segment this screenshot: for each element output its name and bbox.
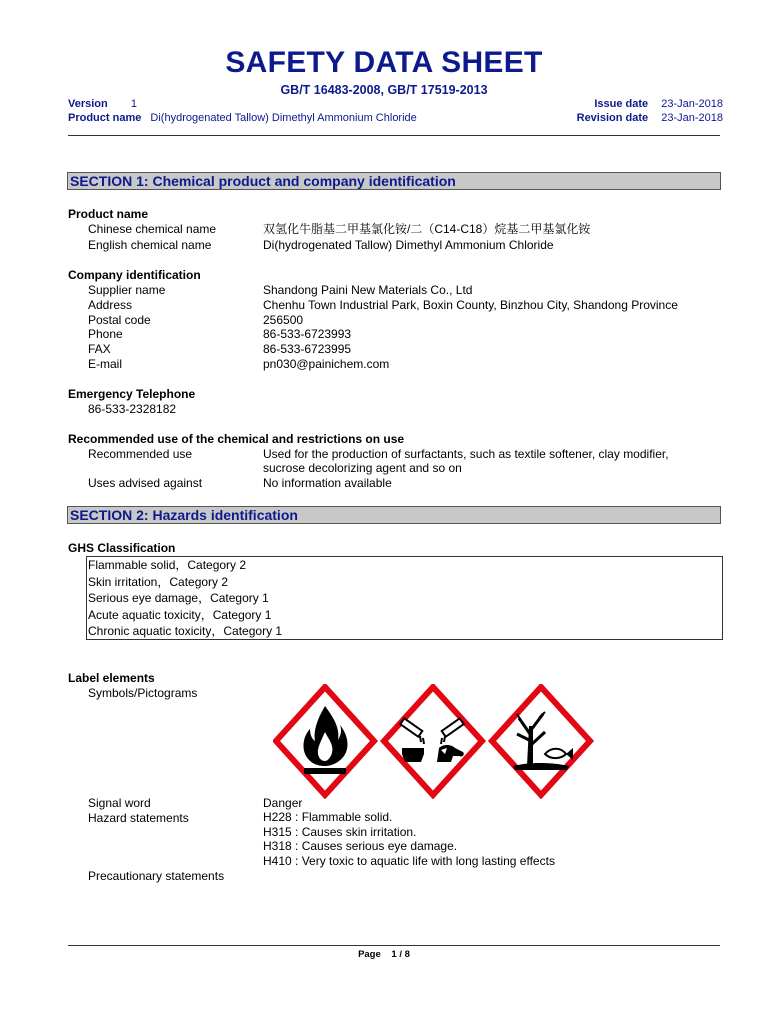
emergency-heading: Emergency Telephone xyxy=(68,387,196,401)
signal-word-value: Danger xyxy=(263,796,303,810)
pictogram-row xyxy=(273,684,598,804)
recommended-use-line-1: Used for the production of surfactants, such as textile softener, clay modifier, xyxy=(263,447,669,461)
supplier-label: Supplier name xyxy=(88,283,166,297)
address-label: Address xyxy=(88,298,133,312)
ghs-item: Chronic aquatic toxicity，Category 1 xyxy=(88,624,283,639)
version-label: Version xyxy=(68,98,108,110)
label-elements-heading: Label elements xyxy=(68,671,155,685)
page-label: Page xyxy=(358,949,381,960)
ghs-item: Serious eye damage，Category 1 xyxy=(88,591,269,606)
recommended-use-heading: Recommended use of the chemical and restrictions on use xyxy=(68,432,405,446)
ghs-item: Flammable solid，Category 2 xyxy=(88,558,247,572)
standards-subtitle: GB/T 16483-2008, GB/T 17519-2013 xyxy=(280,83,488,97)
section-2-heading: SECTION 2: Hazards identification xyxy=(67,506,721,524)
product-label: Product name xyxy=(68,112,142,124)
email-label: E-mail xyxy=(88,357,123,371)
revision-date-label: Revision date xyxy=(576,112,649,124)
flame-icon xyxy=(276,687,374,795)
postal-label: Postal code xyxy=(88,313,151,327)
fax-label: FAX xyxy=(88,342,111,356)
page-number: 1 / 8 xyxy=(391,949,410,960)
hazard-statement: H318 : Causes serious eye damage. xyxy=(263,839,458,853)
english-name-value: Di(hydrogenated Tallow) Dimethyl Ammonium Chloride xyxy=(263,238,554,252)
precautionary-statements-label: Precautionary statements xyxy=(88,869,225,883)
symbols-label: Symbols/Pictograms xyxy=(88,686,198,700)
version-row xyxy=(68,97,137,111)
version-value: 1 xyxy=(130,98,137,110)
document-title: SAFETY DATA SHEET xyxy=(225,46,543,79)
ghs-classification-heading: GHS Classification xyxy=(68,541,176,555)
product-value: Di(hydrogenated Tallow) Dimethyl Ammonium Chloride xyxy=(150,112,417,124)
uses-advised-against-label: Uses advised against xyxy=(88,476,203,490)
supplier-value: Shandong Paini New Materials Co., Ltd xyxy=(263,283,473,297)
english-name-label: English chemical name xyxy=(88,238,212,252)
revision-date-value: 23-Jan-2018 xyxy=(661,112,723,124)
fax-value: 86-533-6723995 xyxy=(263,342,352,356)
chinese-name-label: Chinese chemical name xyxy=(88,222,217,236)
hazard-statement: H410 : Very toxic to aquatic life with long lasting effects xyxy=(263,854,555,868)
footer-divider xyxy=(68,945,720,946)
issue-date-label: Issue date xyxy=(594,98,649,110)
page-indicator xyxy=(0,949,768,960)
hazard-statements-label: Hazard statements xyxy=(88,811,189,825)
product-name-heading: Product name xyxy=(68,207,149,221)
phone-value: 86-533-6723993 xyxy=(263,327,352,341)
issue-date-row xyxy=(594,97,723,111)
ghs-item: Skin irritation，Category 2 xyxy=(88,574,229,589)
emergency-value: 86-533-2328182 xyxy=(88,402,177,416)
revision-date-row xyxy=(577,111,723,125)
corrosion-icon xyxy=(384,687,482,795)
address-value: Chenhu Town Industrial Park, Boxin County, Binzhou City, Shandong Province xyxy=(263,298,678,312)
ghs-classification-box xyxy=(86,556,723,640)
environment-icon xyxy=(492,687,590,795)
signal-word-label: Signal word xyxy=(88,796,151,810)
recommended-use-label: Recommended use xyxy=(88,447,193,461)
recommended-use-line-2: sucrose decolorizing agent and so on xyxy=(263,461,462,475)
chinese-name-value: 双氢化牛脂基二甲基氯化铵/二（C14-C18）烷基二甲基氯化铵 xyxy=(263,222,591,236)
uses-advised-against-value: No information available xyxy=(263,476,392,490)
ghs-item: Acute aquatic toxicity，Category 1 xyxy=(88,607,272,622)
email-value: pn030@painichem.com xyxy=(263,357,390,371)
header-divider xyxy=(68,135,720,136)
hazard-statement: H228 : Flammable solid. xyxy=(263,810,393,824)
phone-label: Phone xyxy=(88,327,123,341)
hazard-statement: H315 : Causes skin irritation. xyxy=(263,825,417,839)
company-heading: Company identification xyxy=(68,268,201,282)
section-1-heading: SECTION 1: Chemical product and company identification xyxy=(67,172,721,190)
product-row xyxy=(68,111,417,125)
issue-date-value: 23-Jan-2018 xyxy=(661,98,723,110)
postal-value: 256500 xyxy=(263,313,304,327)
